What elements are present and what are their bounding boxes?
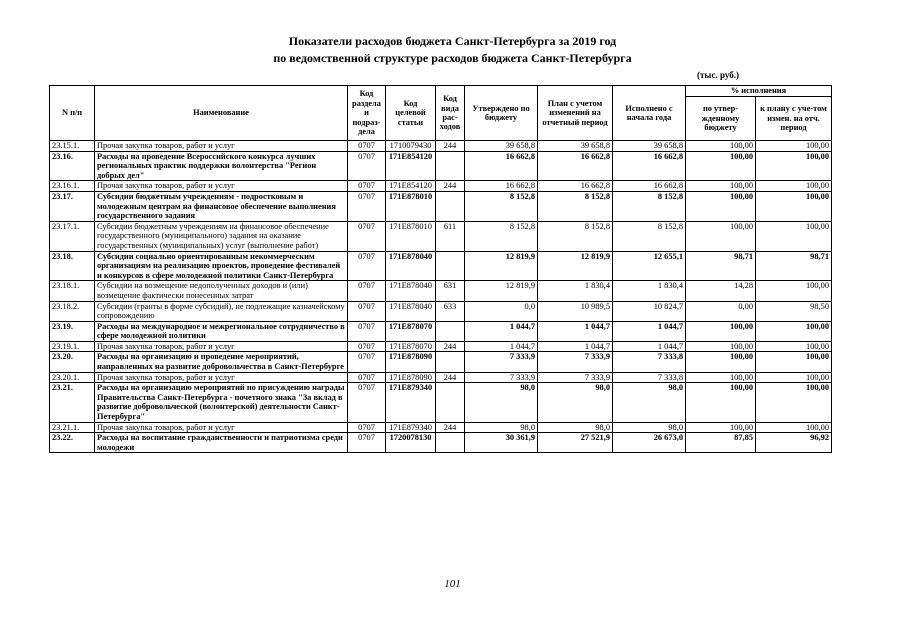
table-row — [50, 372, 832, 383]
header-pct-approved: по утвер-жденному бюджету — [686, 97, 756, 141]
cell-pct-plan: 100,00 — [756, 141, 832, 152]
cell-pct-plan: 98,71 — [756, 251, 832, 281]
cell-approved: 30 361,9 — [465, 433, 538, 453]
table-row — [50, 281, 832, 301]
cell-name: Прочая закупка товаров, работ и услуг — [95, 141, 348, 152]
cell-name: Субсидии на возмещение недополученных доходов и (или) возмещение фактически понесенных затрат — [95, 281, 348, 301]
cell-executed: 12 655,1 — [613, 251, 686, 281]
cell-plan: 8 152,8 — [538, 221, 613, 251]
cell-name: Расходы на организацию и проведение мероприятий, направленных на развитие добровольчества в Санкт-Петербурге — [95, 352, 348, 372]
cell-approved: 12 819,9 — [465, 281, 538, 301]
cell-type — [436, 321, 465, 341]
table-row — [50, 251, 832, 281]
cell-pct-plan: 98,50 — [756, 301, 832, 321]
cell-pct-approved: 100,00 — [686, 221, 756, 251]
cell-approved: 1 044,7 — [465, 341, 538, 352]
cell-pct-plan: 100,00 — [756, 281, 832, 301]
cell-name: Субсидии социально ориентированным некоммерческим организациям на реализацию проектов, проведение фестивалей и конкурсов в сфере молодежной политики Санкт-Петербурга — [95, 251, 348, 281]
table-row — [50, 301, 832, 321]
header-approved: Утверждено по бюджету — [465, 86, 538, 141]
cell-executed: 8 152,8 — [613, 221, 686, 251]
cell-target: 171E878040 — [386, 251, 436, 281]
cell-executed: 7 333,8 — [613, 352, 686, 372]
cell-plan: 7 333,9 — [538, 352, 613, 372]
cell-pct-approved: 0,00 — [686, 301, 756, 321]
cell-target: 171E878010 — [386, 221, 436, 251]
header-section: Код раздела и подраз-дела — [348, 86, 386, 141]
cell-executed: 98,0 — [613, 383, 686, 422]
cell-type: 244 — [436, 181, 465, 192]
cell-plan: 16 662,8 — [538, 181, 613, 192]
cell-section: 0707 — [348, 383, 386, 422]
cell-target: 171E878040 — [386, 281, 436, 301]
cell-pct-plan: 100,00 — [756, 221, 832, 251]
cell-num: 23.20. — [50, 352, 95, 372]
cell-plan: 98,0 — [538, 383, 613, 422]
cell-type — [436, 251, 465, 281]
cell-num: 23.19.1. — [50, 341, 95, 352]
cell-plan: 27 521,9 — [538, 433, 613, 453]
cell-pct-plan: 100,00 — [756, 191, 832, 221]
cell-plan: 1 044,7 — [538, 321, 613, 341]
cell-type — [436, 433, 465, 453]
cell-pct-approved: 98,71 — [686, 251, 756, 281]
cell-section: 0707 — [348, 191, 386, 221]
cell-type — [436, 383, 465, 422]
cell-name: Прочая закупка товаров, работ и услуг — [95, 422, 348, 433]
cell-pct-plan: 96,92 — [756, 433, 832, 453]
report-title-line1: Показатели расходов бюджета Санкт-Петербурга за 2019 год — [288, 34, 617, 48]
table-row — [50, 221, 832, 251]
cell-type: 633 — [436, 301, 465, 321]
cell-type — [436, 151, 465, 181]
cell-section: 0707 — [348, 301, 386, 321]
cell-pct-approved: 100,00 — [686, 422, 756, 433]
cell-name: Субсидии (гранты в форме субсидий), не подлежащие казначейскому сопровождению — [95, 301, 348, 321]
cell-approved: 98,0 — [465, 383, 538, 422]
cell-section: 0707 — [348, 221, 386, 251]
cell-type: 244 — [436, 341, 465, 352]
report-title-line2: по ведомственной структуре расходов бюджета Санкт-Петербурга — [273, 51, 632, 65]
cell-executed: 1 044,7 — [613, 321, 686, 341]
cell-pct-plan: 100,00 — [756, 422, 832, 433]
cell-target: 171E878040 — [386, 301, 436, 321]
cell-pct-plan: 100,00 — [756, 383, 832, 422]
table-body — [50, 141, 832, 453]
cell-type: 631 — [436, 281, 465, 301]
cell-num: 23.21. — [50, 383, 95, 422]
table-row — [50, 321, 832, 341]
cell-executed: 39 658,8 — [613, 141, 686, 152]
cell-target: 171E878090 — [386, 372, 436, 383]
page-number: 101 — [444, 578, 461, 590]
cell-target: 1710079430 — [386, 141, 436, 152]
cell-section: 0707 — [348, 433, 386, 453]
cell-num: 23.16. — [50, 151, 95, 181]
cell-name: Субсидии бюджетным учреждениям на финансовое обеспечение государственного (муниципального) задания на оказание государственных (муниципальных) услуг (выполнение работ) — [95, 221, 348, 251]
cell-executed: 1 830,4 — [613, 281, 686, 301]
cell-executed: 1 044,7 — [613, 341, 686, 352]
cell-executed: 16 662,8 — [613, 151, 686, 181]
cell-name: Расходы на международное и межрегиональное сотрудничество в сфере молодежной политики — [95, 321, 348, 341]
header-type: Код вида рас-ходов — [436, 86, 465, 141]
cell-target: 171E878010 — [386, 191, 436, 221]
cell-plan: 1 044,7 — [538, 341, 613, 352]
cell-num: 23.19. — [50, 321, 95, 341]
cell-pct-approved: 100,00 — [686, 141, 756, 152]
cell-name: Прочая закупка товаров, работ и услуг — [95, 181, 348, 192]
cell-executed: 7 333,8 — [613, 372, 686, 383]
cell-num: 23.21.1. — [50, 422, 95, 433]
cell-pct-plan: 100,00 — [756, 352, 832, 372]
cell-type: 611 — [436, 221, 465, 251]
cell-type: 244 — [436, 141, 465, 152]
cell-num: 23.18.2. — [50, 301, 95, 321]
table-row — [50, 383, 832, 422]
cell-plan: 98,0 — [538, 422, 613, 433]
cell-num: 23.17.1. — [50, 221, 95, 251]
cell-target: 171E878090 — [386, 352, 436, 372]
cell-name: Расходы на проведение Всероссийского конкурса лучших региональных практик поддержки волонтерства "Регион добрых дел" — [95, 151, 348, 181]
header-num: N п/п — [50, 86, 95, 141]
cell-pct-approved: 100,00 — [686, 341, 756, 352]
cell-pct-plan: 100,00 — [756, 321, 832, 341]
cell-target: 171E878070 — [386, 341, 436, 352]
cell-section: 0707 — [348, 341, 386, 352]
cell-name: Субсидии бюджетным учреждениям - подростковым и молодежным центрам на финансовое обеспечение выполнения государственного задания — [95, 191, 348, 221]
cell-plan: 16 662,8 — [538, 151, 613, 181]
cell-plan: 7 333,9 — [538, 372, 613, 383]
cell-approved: 8 152,8 — [465, 191, 538, 221]
cell-name: Прочая закупка товаров, работ и услуг — [95, 341, 348, 352]
cell-plan: 1 830,4 — [538, 281, 613, 301]
header-target: Код целевой статьи — [386, 86, 436, 141]
cell-approved: 16 662,8 — [465, 181, 538, 192]
cell-approved: 1 044,7 — [465, 321, 538, 341]
cell-section: 0707 — [348, 422, 386, 433]
cell-executed: 10 824,7 — [613, 301, 686, 321]
cell-executed: 98,0 — [613, 422, 686, 433]
cell-section: 0707 — [348, 251, 386, 281]
cell-pct-approved: 100,00 — [686, 181, 756, 192]
cell-num: 23.18.1. — [50, 281, 95, 301]
cell-pct-plan: 100,00 — [756, 151, 832, 181]
cell-approved: 0,0 — [465, 301, 538, 321]
cell-name: Прочая закупка товаров, работ и услуг — [95, 372, 348, 383]
cell-approved: 39 658,8 — [465, 141, 538, 152]
cell-type — [436, 191, 465, 221]
cell-num: 23.20.1. — [50, 372, 95, 383]
cell-num: 23.18. — [50, 251, 95, 281]
cell-pct-plan: 100,00 — [756, 181, 832, 192]
table-row — [50, 181, 832, 192]
header-plan: План с учетом изменений на отчетный период — [538, 86, 613, 141]
cell-num: 23.22. — [50, 433, 95, 453]
cell-approved: 8 152,8 — [465, 221, 538, 251]
cell-pct-approved: 87,85 — [686, 433, 756, 453]
cell-type: 244 — [436, 372, 465, 383]
cell-target: 171E854120 — [386, 151, 436, 181]
cell-pct-approved: 100,00 — [686, 191, 756, 221]
cell-pct-approved: 100,00 — [686, 372, 756, 383]
cell-type: 244 — [436, 422, 465, 433]
cell-target: 171E879340 — [386, 383, 436, 422]
cell-approved: 7 333,9 — [465, 352, 538, 372]
cell-name: Расходы на организацию мероприятий по присуждению награды Правительства Санкт-Петербурга - почетного знака "За вклад в развитие добровольческой (волонтерской) деятельности Санкт-Петербурга" — [95, 383, 348, 422]
cell-executed: 16 662,8 — [613, 181, 686, 192]
cell-type — [436, 352, 465, 372]
cell-section: 0707 — [348, 321, 386, 341]
cell-approved: 98,0 — [465, 422, 538, 433]
cell-pct-approved: 100,00 — [686, 151, 756, 181]
table-row — [50, 422, 832, 433]
table-row — [50, 151, 832, 181]
cell-plan: 39 658,8 — [538, 141, 613, 152]
cell-name: Расходы на воспитание гражданственности и патриотизма среди молодежи — [95, 433, 348, 453]
cell-plan: 8 152,8 — [538, 191, 613, 221]
table-row — [50, 433, 832, 453]
cell-pct-approved: 100,00 — [686, 321, 756, 341]
cell-section: 0707 — [348, 141, 386, 152]
cell-plan: 12 819,9 — [538, 251, 613, 281]
cell-num: 23.17. — [50, 191, 95, 221]
header-executed: Исполнено с начала года — [613, 86, 686, 141]
cell-section: 0707 — [348, 372, 386, 383]
cell-executed: 26 673,0 — [613, 433, 686, 453]
cell-target: 171E878070 — [386, 321, 436, 341]
cell-pct-approved: 100,00 — [686, 383, 756, 422]
table-row — [50, 352, 832, 372]
cell-section: 0707 — [348, 352, 386, 372]
header-name: Наименование — [95, 86, 348, 141]
units-label: (тыс. руб.) — [697, 70, 739, 80]
table-row — [50, 341, 832, 352]
cell-executed: 8 152,8 — [613, 191, 686, 221]
cell-section: 0707 — [348, 281, 386, 301]
cell-pct-plan: 100,00 — [756, 372, 832, 383]
cell-pct-plan: 100,00 — [756, 341, 832, 352]
cell-approved: 7 333,9 — [465, 372, 538, 383]
cell-target: 171E879340 — [386, 422, 436, 433]
header-pct-plan: к плану с уче-том измен. на отч. период — [756, 97, 832, 141]
expenditure-table — [49, 85, 832, 453]
cell-pct-approved: 100,00 — [686, 352, 756, 372]
table-row — [50, 141, 832, 152]
cell-section: 0707 — [348, 181, 386, 192]
cell-pct-approved: 14,28 — [686, 281, 756, 301]
cell-target: 1720078130 — [386, 433, 436, 453]
cell-num: 23.16.1. — [50, 181, 95, 192]
cell-approved: 12 819,9 — [465, 251, 538, 281]
cell-num: 23.15.1. — [50, 141, 95, 152]
cell-section: 0707 — [348, 151, 386, 181]
cell-approved: 16 662,8 — [465, 151, 538, 181]
cell-target: 171E854120 — [386, 181, 436, 192]
cell-plan: 10 989,5 — [538, 301, 613, 321]
table-row — [50, 191, 832, 221]
header-pct-group: % исполнения — [686, 86, 832, 97]
